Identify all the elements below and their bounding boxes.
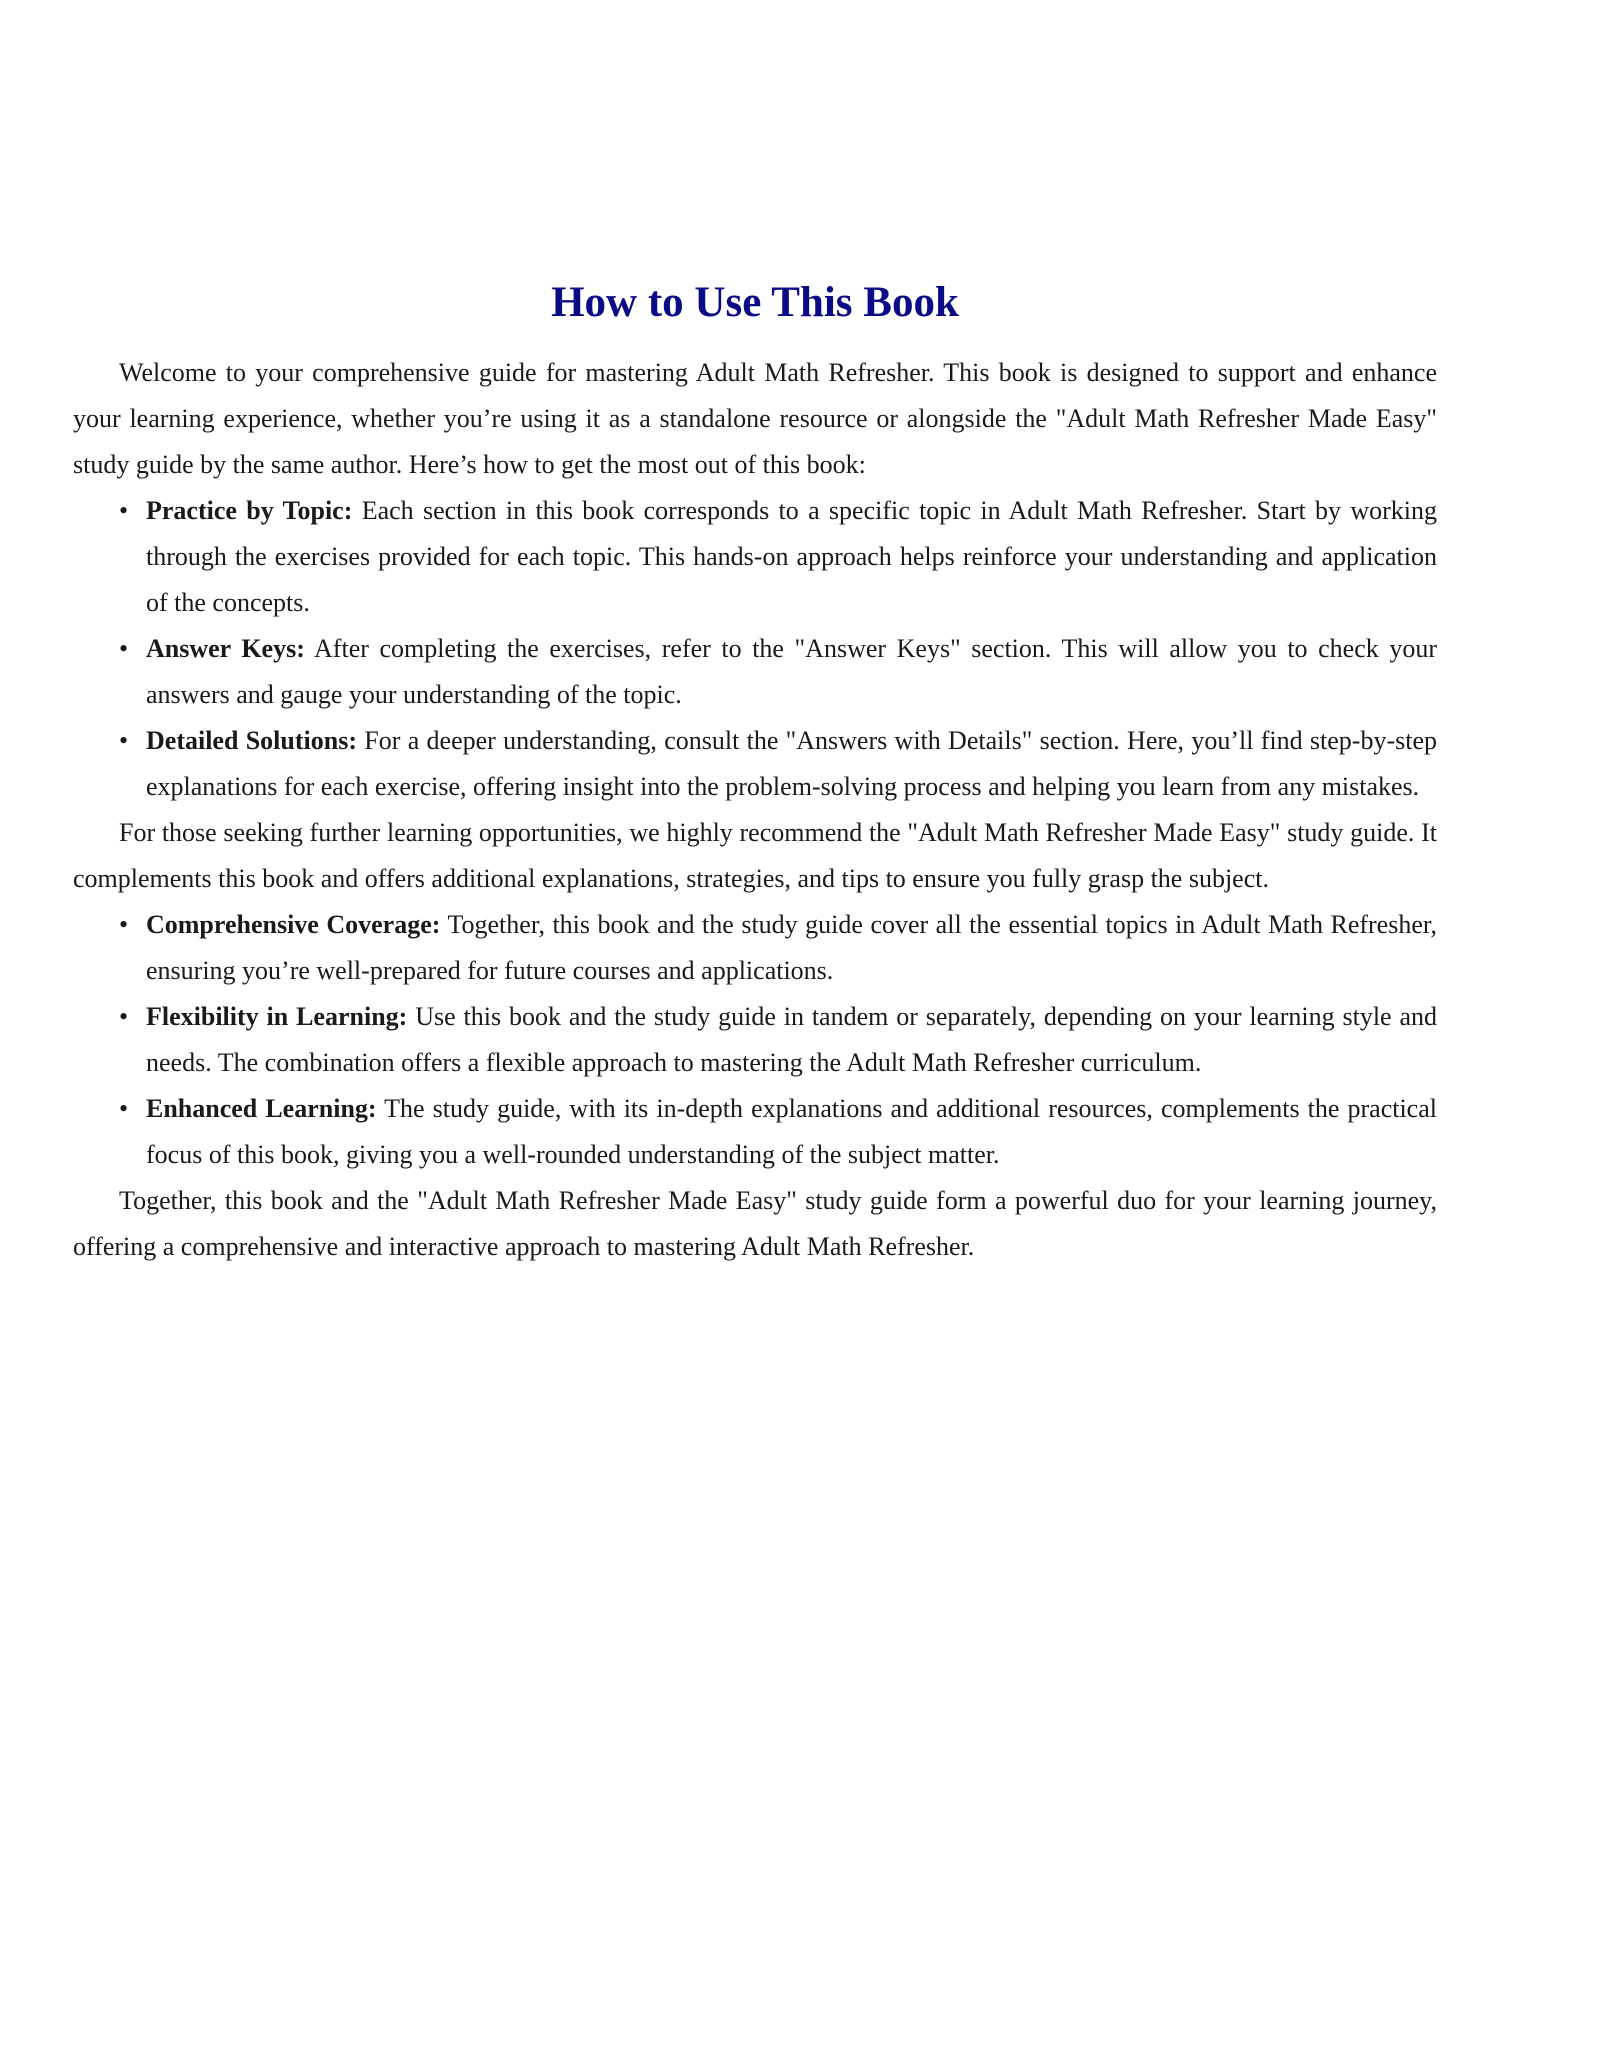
study-guide-paragraph: For those seeking further learning opportunities, we highly recommend the "Adult Math Refresher Made Easy" study guide. It complements this book and offers additional explanations, strategies, and tips to ensure you fully grasp the subject.: [73, 818, 1437, 893]
list-item-term: Practice by Topic:: [146, 496, 353, 525]
usage-list: [73, 488, 1437, 810]
list-item-text: Together, this book and the study guide cover all the essential topics in Adult Math Refresher, ensuring you’re well-prepared for future courses and applications.: [146, 910, 1438, 985]
list-item-text: After completing the exercises, refer to the "Answer Keys" section. This will allow you to check your answers and gauge your understanding of the topic.: [146, 634, 1437, 709]
list-item-text: Use this book and the study guide in tandem or separately, depending on your learning style and needs. The combination offers a flexible approach to mastering the Adult Math Refresher curriculum.: [146, 1002, 1437, 1077]
list-item-term: Enhanced Learning:: [146, 1094, 377, 1123]
list-item-term: Comprehensive Coverage:: [146, 910, 441, 939]
list-item-text: For a deeper understanding, consult the "Answers with Details" section. Here, you’ll find step-by-step explanations for each exercise, offering insight into the problem-solving process and helping you learn from any mistakes.: [146, 726, 1438, 801]
list-item-enhanced-learning: [73, 1086, 1437, 1178]
list-item-text: The study guide, with its in-depth explanations and additional resources, complements the practical focus of this book, giving you a well-rounded understanding of the subject matter.: [146, 1094, 1437, 1169]
list-item-answer-keys: [73, 626, 1437, 718]
bullet-icon: •: [119, 1094, 129, 1123]
list-item-flexibility-in-learning: [73, 994, 1437, 1086]
list-item-comprehensive-coverage: [73, 902, 1437, 994]
list-item-detailed-solutions: [73, 718, 1437, 810]
list-item-practice-by-topic: [73, 488, 1437, 626]
document-page: [73, 278, 1437, 1270]
bullet-icon: •: [119, 726, 129, 755]
list-item-term: Answer Keys:: [146, 634, 305, 663]
bullet-icon: •: [119, 910, 129, 939]
bullet-icon: •: [119, 634, 129, 663]
closing-paragraph: Together, this book and the "Adult Math Refresher Made Easy" study guide form a powerful duo for your learning journey, offering a comprehensive and interactive approach to mastering Adult Math Refresher.: [73, 1186, 1437, 1261]
bullet-icon: •: [119, 1002, 129, 1031]
list-item-term: Detailed Solutions:: [146, 726, 357, 755]
page-title: How to Use This Book: [551, 279, 959, 326]
benefits-list: [73, 902, 1437, 1178]
intro-paragraph: Welcome to your comprehensive guide for mastering Adult Math Refresher. This book is designed to support and enhance your learning experience, whether you’re using it as a standalone resource or alongside the "Adult Math Refresher Made Easy" study guide by the same author. Here’s how to get the most out of this book:: [73, 358, 1437, 479]
list-item-text: Each section in this book corresponds to a specific topic in Adult Math Refresher. Start by working through the exercises provided for each topic. This hands-on approach helps reinforce your understanding and application of the concepts.: [146, 496, 1437, 617]
list-item-term: Flexibility in Learning:: [146, 1002, 408, 1031]
bullet-icon: •: [119, 496, 129, 525]
